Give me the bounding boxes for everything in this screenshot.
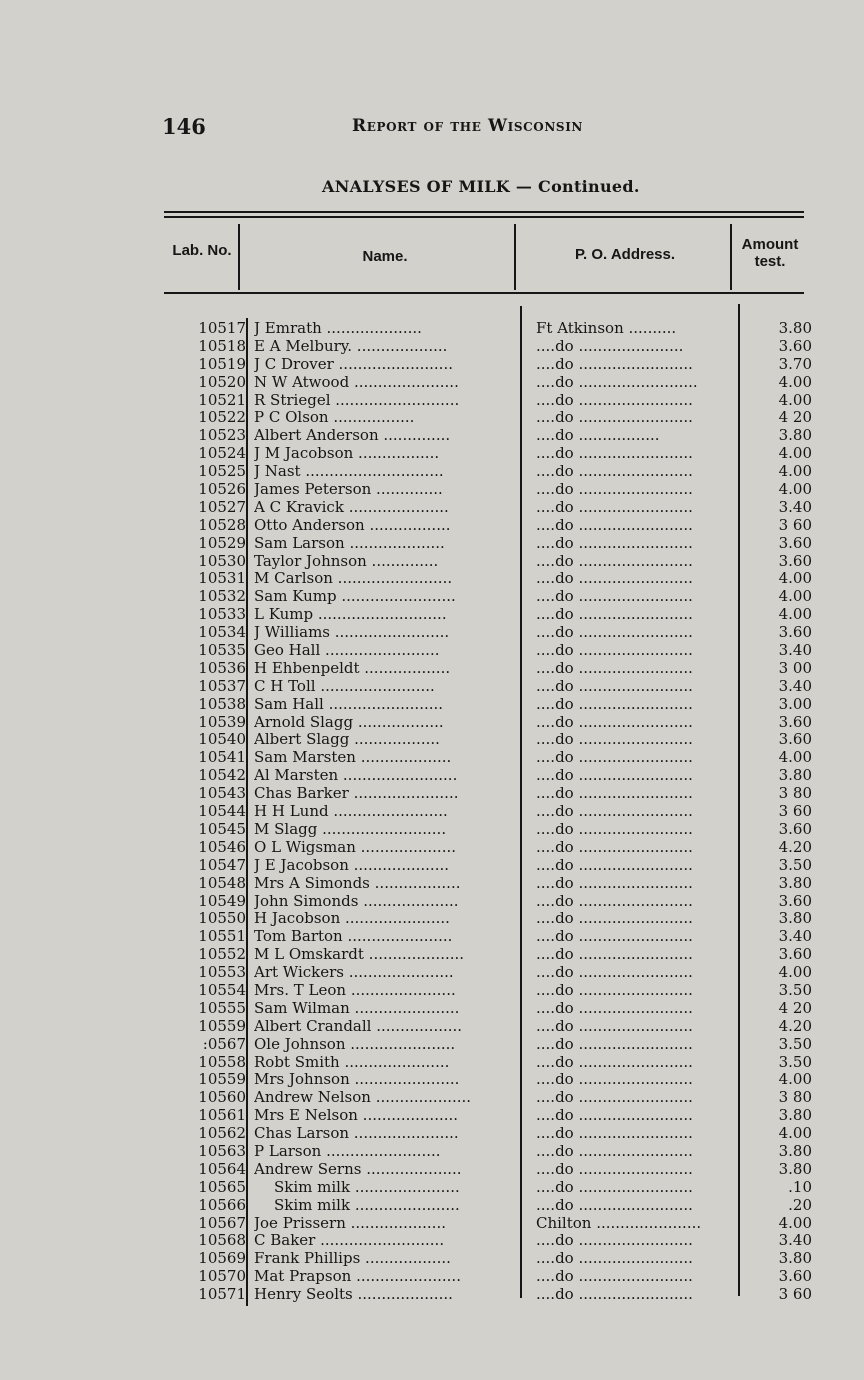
name-cell: J Williams ........................: [254, 624, 450, 642]
column-header-address: P. O. Address.: [574, 246, 676, 263]
amount-test-cell: 3.60: [778, 819, 812, 838]
table-row: [164, 1125, 836, 1143]
table-row: [164, 660, 836, 678]
address-cell: ....do ........................: [536, 445, 693, 463]
page-header: [162, 114, 802, 138]
address-cell: ....do ........................: [536, 463, 693, 481]
table-row: [164, 821, 836, 839]
table-row: [164, 893, 836, 911]
table-row: [164, 392, 836, 410]
address-cell: ....do ........................: [536, 570, 693, 588]
amount-test-cell: 4.00: [778, 569, 812, 588]
name-cell: Albert Slagg ..................: [254, 731, 440, 749]
amount-test-cell: 3.40: [778, 641, 812, 660]
address-cell: ....do ........................: [536, 498, 693, 516]
name-cell: Albert Anderson ..............: [254, 427, 451, 445]
name-cell: J Nast .............................: [254, 463, 444, 481]
amount-test-cell: 3 60: [778, 1285, 812, 1304]
name-cell: J C Drover ........................: [254, 355, 453, 373]
amount-test-cell: 3.80: [778, 909, 812, 928]
amount-test-cell: 3.60: [778, 891, 812, 910]
lab-no-cell: :0567: [202, 1034, 246, 1053]
table-row: [164, 696, 836, 714]
milk-analysis-table: [164, 320, 836, 1304]
header-divider: [730, 224, 732, 290]
name-cell: L Kump ...........................: [254, 606, 447, 624]
name-cell: Ole Johnson ......................: [254, 1035, 456, 1053]
table-row: [164, 875, 836, 893]
table-row: [164, 320, 836, 338]
lab-no-cell: 10546: [198, 837, 246, 856]
address-cell: ....do .................: [536, 427, 660, 445]
amount-test-cell: 3.80: [778, 426, 812, 445]
table-row: [164, 553, 836, 571]
lab-no-cell: 10540: [198, 730, 246, 749]
amount-test-cell: 3.50: [778, 855, 812, 874]
table-row: [164, 1215, 836, 1233]
lab-no-cell: 10559: [198, 1016, 246, 1035]
lab-no-cell: 10525: [198, 462, 246, 481]
amount-test-cell: 3 80: [778, 784, 812, 803]
table-row: [164, 857, 836, 875]
address-cell: ....do ........................: [536, 1142, 693, 1160]
name-cell: Sam Hall ........................: [254, 695, 444, 713]
name-cell: Geo Hall ........................: [254, 642, 440, 660]
address-cell: ....do ........................: [536, 713, 693, 731]
address-cell: ....do ........................: [536, 1107, 693, 1125]
table-row: [164, 1089, 836, 1107]
amount-test-cell: 3.50: [778, 980, 812, 999]
name-cell: Henry Seolts ....................: [254, 1286, 453, 1304]
table-row: [164, 409, 836, 427]
name-cell: Taylor Johnson ..............: [254, 552, 439, 570]
table-row: [164, 642, 836, 660]
name-cell: Mrs A Simonds ..................: [254, 874, 461, 892]
lab-no-cell: 10551: [198, 927, 246, 946]
address-cell: ....do ........................: [536, 1160, 693, 1178]
address-cell: ....do ........................: [536, 534, 693, 552]
amount-test-cell: 4.00: [778, 587, 812, 606]
lab-no-cell: 10534: [198, 623, 246, 642]
address-cell: ....do ........................: [536, 355, 693, 373]
top-double-rule-lower: [164, 216, 804, 218]
table-row: [164, 1179, 836, 1197]
table-row: [164, 910, 836, 928]
lab-no-cell: 10518: [198, 336, 246, 355]
lab-no-cell: 10531: [198, 569, 246, 588]
lab-no-cell: 10520: [198, 372, 246, 391]
table-row: [164, 356, 836, 374]
address-cell: ....do ........................: [536, 391, 693, 409]
amount-test-cell: 3 00: [778, 658, 812, 677]
lab-no-cell: 10568: [198, 1231, 246, 1250]
amount-test-cell: 3.40: [778, 1231, 812, 1250]
table-row: [164, 714, 836, 732]
lab-no-cell: 10562: [198, 1124, 246, 1143]
address-cell: ....do ........................: [536, 731, 693, 749]
lab-no-cell: 10522: [198, 408, 246, 427]
lab-no-cell: 10539: [198, 712, 246, 731]
name-cell: R Striegel ..........................: [254, 391, 460, 409]
page-number: 146: [162, 114, 206, 139]
address-cell: ....do ........................: [536, 749, 693, 767]
amount-test-cell: 3.80: [778, 766, 812, 785]
table-row: [164, 570, 836, 588]
lab-no-cell: 10524: [198, 444, 246, 463]
lab-no-cell: 10547: [198, 855, 246, 874]
name-cell: H Ehbenpeldt ..................: [254, 659, 451, 677]
lab-no-cell: 10567: [198, 1213, 246, 1232]
lab-no-cell: 10564: [198, 1159, 246, 1178]
table-row: [164, 749, 836, 767]
name-cell: Chas Barker ......................: [254, 785, 459, 803]
address-cell: ....do ........................: [536, 1125, 693, 1143]
name-cell: Joe Prissern ....................: [254, 1214, 446, 1232]
name-cell: Sam Larson ....................: [254, 534, 445, 552]
name-cell: P Larson ........................: [254, 1142, 441, 1160]
amount-test-cell: 3.80: [778, 1106, 812, 1125]
amount-test-cell: 3.60: [778, 533, 812, 552]
header-divider: [514, 224, 516, 290]
name-cell: Mrs Johnson ......................: [254, 1071, 460, 1089]
table-row: [164, 839, 836, 857]
amount-test-cell: 3.60: [778, 712, 812, 731]
lab-no-cell: 10523: [198, 426, 246, 445]
address-cell: ....do ........................: [536, 606, 693, 624]
name-cell: P C Olson .................: [254, 409, 415, 427]
address-cell: ....do ........................: [536, 677, 693, 695]
address-cell: ....do ........................: [536, 892, 693, 910]
table-row: [164, 1232, 836, 1250]
lab-no-cell: 10529: [198, 533, 246, 552]
lab-no-cell: 10554: [198, 980, 246, 999]
address-cell: Ft Atkinson ..........: [536, 320, 677, 337]
header-bottom-rule: [164, 292, 804, 294]
lab-no-cell: 10517: [198, 319, 246, 337]
lab-no-cell: 10538: [198, 694, 246, 713]
name-cell: Sam Marsten ...................: [254, 749, 452, 767]
name-cell: John Simonds ....................: [254, 892, 459, 910]
name-cell: Arnold Slagg ..................: [254, 713, 444, 731]
amount-test-cell: 4.00: [778, 605, 812, 624]
name-cell: Andrew Serns ....................: [254, 1160, 462, 1178]
table-row: [164, 1000, 836, 1018]
amount-test-cell: 3 80: [778, 1088, 812, 1107]
address-cell: ....do ........................: [536, 516, 693, 534]
lab-no-cell: 10549: [198, 891, 246, 910]
name-cell: J E Jacobson ....................: [254, 856, 450, 874]
lab-no-cell: 10550: [198, 909, 246, 928]
amount-test-cell: 4.20: [778, 837, 812, 856]
lab-no-cell: 10553: [198, 963, 246, 982]
address-cell: Chilton ......................: [536, 1214, 702, 1232]
amount-test-cell: 4.20: [778, 1016, 812, 1035]
address-cell: ....do ........................: [536, 785, 693, 803]
table-row: [164, 964, 836, 982]
address-cell: ....do ........................: [536, 1017, 693, 1035]
address-cell: ....do ........................: [536, 1053, 693, 1071]
address-cell: ....do ........................: [536, 409, 693, 427]
amount-test-cell: 4.00: [778, 462, 812, 481]
column-header-name: Name.: [362, 248, 408, 265]
name-cell: Chas Larson ......................: [254, 1125, 459, 1143]
table-row: [164, 338, 836, 356]
amount-test-cell: 4 20: [778, 408, 812, 427]
name-cell: Skim milk ......................: [274, 1196, 460, 1214]
lab-no-cell: 10558: [198, 1052, 246, 1071]
address-cell: ....do ........................: [536, 588, 693, 606]
table-row: [164, 1054, 836, 1072]
table-row: [164, 1250, 836, 1268]
name-cell: Otto Anderson .................: [254, 516, 451, 534]
table-row: [164, 445, 836, 463]
top-double-rule-upper: [164, 211, 804, 213]
address-cell: ....do ........................: [536, 624, 693, 642]
amount-test-cell: 4.00: [778, 1070, 812, 1089]
address-cell: ....do ........................: [536, 874, 693, 892]
table-row: [164, 1197, 836, 1215]
name-cell: Mat Prapson ......................: [254, 1268, 461, 1286]
amount-test-cell: 3 60: [778, 515, 812, 534]
table-row: [164, 535, 836, 553]
lab-no-cell: 10536: [198, 658, 246, 677]
amount-test-cell: 3.80: [778, 1159, 812, 1178]
table-row: [164, 1143, 836, 1161]
name-cell: E A Melbury. ...................: [254, 337, 448, 355]
name-cell: N W Atwood ......................: [254, 373, 459, 391]
address-cell: ....do ........................: [536, 928, 693, 946]
name-cell: M Carlson ........................: [254, 570, 453, 588]
lab-no-cell: 10563: [198, 1141, 246, 1160]
lab-no-cell: 10519: [198, 354, 246, 373]
lab-no-cell: 10560: [198, 1088, 246, 1107]
address-cell: ....do ........................: [536, 946, 693, 964]
name-cell: Tom Barton ......................: [254, 928, 453, 946]
address-cell: ....do ........................: [536, 642, 693, 660]
address-cell: ....do ........................: [536, 1089, 693, 1107]
address-cell: ....do ........................: [536, 981, 693, 999]
header-divider: [238, 224, 240, 290]
lab-no-cell: 10537: [198, 676, 246, 695]
address-cell: ....do ........................: [536, 838, 693, 856]
lab-no-cell: 10544: [198, 802, 246, 821]
name-cell: H H Lund ........................: [254, 803, 448, 821]
table-row: [164, 767, 836, 785]
address-cell: ....do ........................: [536, 695, 693, 713]
address-cell: ....do ........................: [536, 999, 693, 1017]
column-header-lab-no: Lab. No.: [172, 242, 232, 259]
amount-test-cell: 3.60: [778, 1267, 812, 1286]
lab-no-cell: 10521: [198, 390, 246, 409]
name-cell: James Peterson ..............: [254, 481, 443, 499]
lab-no-cell: 10526: [198, 480, 246, 499]
name-cell: M L Omskardt ....................: [254, 946, 465, 964]
name-cell: Robt Smith ......................: [254, 1053, 450, 1071]
lab-no-cell: 10527: [198, 497, 246, 516]
table-row: [164, 1268, 836, 1286]
address-cell: ....do ........................: [536, 820, 693, 838]
table-row: [164, 928, 836, 946]
address-cell: ....do ........................: [536, 659, 693, 677]
lab-no-cell: 10571: [198, 1285, 246, 1304]
name-cell: Albert Crandall ..................: [254, 1017, 463, 1035]
amount-test-cell: 3.80: [778, 319, 812, 337]
table-row: [164, 374, 836, 392]
amount-test-cell: 4.00: [778, 372, 812, 391]
table-row: [164, 1018, 836, 1036]
amount-test-cell: 3.60: [778, 551, 812, 570]
name-cell: Art Wickers ......................: [254, 964, 454, 982]
amount-test-cell: 3.70: [778, 354, 812, 373]
table-row: [164, 803, 836, 821]
table-row: [164, 678, 836, 696]
amount-test-cell: 3.80: [778, 1141, 812, 1160]
lab-no-cell: 10530: [198, 551, 246, 570]
amount-test-cell: 3.40: [778, 927, 812, 946]
address-cell: ....do ........................: [536, 1178, 693, 1196]
running-head: Report of the Wisconsin: [352, 116, 583, 136]
lab-no-cell: 10533: [198, 605, 246, 624]
table-row: [164, 1107, 836, 1125]
address-cell: ....do ........................: [536, 1268, 693, 1286]
amount-test-cell: 4.00: [778, 963, 812, 982]
amount-test-cell: 4 20: [778, 998, 812, 1017]
table-row: [164, 1071, 836, 1089]
address-cell: ....do ........................: [536, 803, 693, 821]
amount-test-cell: 4.00: [778, 748, 812, 767]
table-row: [164, 982, 836, 1000]
lab-no-cell: 10548: [198, 873, 246, 892]
lab-no-cell: 10570: [198, 1267, 246, 1286]
name-cell: Mrs. T Leon ......................: [254, 981, 456, 999]
lab-no-cell: 10566: [198, 1195, 246, 1214]
address-cell: ....do ........................: [536, 964, 693, 982]
lab-no-cell: 10532: [198, 587, 246, 606]
amount-test-cell: 3.60: [778, 730, 812, 749]
amount-test-cell: 3.80: [778, 1249, 812, 1268]
address-cell: ....do ........................: [536, 910, 693, 928]
lab-no-cell: 10542: [198, 766, 246, 785]
lab-no-cell: 10552: [198, 945, 246, 964]
address-cell: ....do ........................: [536, 481, 693, 499]
address-cell: ....do ........................: [536, 767, 693, 785]
table-row: [164, 785, 836, 803]
lab-no-cell: 10565: [198, 1177, 246, 1196]
amount-test-cell: 3.50: [778, 1034, 812, 1053]
amount-test-cell: 3.80: [778, 873, 812, 892]
table-row: [164, 606, 836, 624]
name-cell: H Jacobson ......................: [254, 910, 450, 928]
name-cell: Sam Wilman ......................: [254, 999, 460, 1017]
lab-no-cell: 10545: [198, 819, 246, 838]
amount-test-cell: 3.60: [778, 623, 812, 642]
address-cell: ....do ........................: [536, 552, 693, 570]
amount-test-cell: 3.60: [778, 336, 812, 355]
amount-test-cell: 4.00: [778, 390, 812, 409]
address-cell: ....do ........................: [536, 1286, 693, 1304]
address-cell: ....do ........................: [536, 1250, 693, 1268]
amount-test-cell: 4.00: [778, 444, 812, 463]
name-cell: M Slagg ..........................: [254, 820, 447, 838]
address-cell: ....do .........................: [536, 373, 698, 391]
name-cell: C H Toll ........................: [254, 677, 435, 695]
lab-no-cell: 10528: [198, 515, 246, 534]
table-row: [164, 517, 836, 535]
table-row: [164, 463, 836, 481]
amount-test-cell: .10: [788, 1177, 812, 1196]
name-cell: Sam Kump ........................: [254, 588, 456, 606]
name-cell: Frank Phillips ..................: [254, 1250, 451, 1268]
table-row: [164, 499, 836, 517]
table-title: ANALYSES OF MILK — Continued.: [322, 177, 640, 196]
table-row: [164, 1036, 836, 1054]
amount-test-cell: 4.00: [778, 1124, 812, 1143]
address-cell: ....do ........................: [536, 1035, 693, 1053]
name-cell: C Baker ..........................: [254, 1232, 445, 1250]
table-row: [164, 946, 836, 964]
name-cell: J Emrath ....................: [254, 320, 422, 337]
address-cell: ....do ......................: [536, 337, 684, 355]
amount-test-cell: 3.50: [778, 1052, 812, 1071]
lab-no-cell: 10569: [198, 1249, 246, 1268]
name-cell: O L Wigsman ....................: [254, 838, 457, 856]
address-cell: ....do ........................: [536, 1232, 693, 1250]
table-row: [164, 624, 836, 642]
name-cell: J M Jacobson .................: [254, 445, 440, 463]
address-cell: ....do ........................: [536, 856, 693, 874]
address-cell: ....do ........................: [536, 1071, 693, 1089]
name-cell: Mrs E Nelson ....................: [254, 1107, 459, 1125]
amount-test-cell: 3.40: [778, 497, 812, 516]
amount-test-cell: 3.60: [778, 945, 812, 964]
name-cell: Andrew Nelson ....................: [254, 1089, 472, 1107]
amount-test-cell: .20: [788, 1195, 812, 1214]
name-cell: Al Marsten ........................: [254, 767, 458, 785]
table-row: [164, 1161, 836, 1179]
name-cell: Skim milk ......................: [274, 1178, 460, 1196]
table-row: [164, 731, 836, 749]
lab-no-cell: 10555: [198, 998, 246, 1017]
table-row: [164, 588, 836, 606]
amount-test-cell: 3.00: [778, 694, 812, 713]
amount-test-cell: 3 60: [778, 802, 812, 821]
lab-no-cell: 10541: [198, 748, 246, 767]
amount-test-cell: 4.00: [778, 480, 812, 499]
table-row: [164, 427, 836, 445]
table-row: [164, 1286, 836, 1304]
column-header-amount-test: Amount test.: [741, 236, 799, 270]
lab-no-cell: 10561: [198, 1106, 246, 1125]
table-row: [164, 481, 836, 499]
amount-test-cell: 3.40: [778, 676, 812, 695]
address-cell: ....do ........................: [536, 1196, 693, 1214]
amount-test-cell: 4.00: [778, 1213, 812, 1232]
name-cell: A C Kravick .....................: [254, 498, 449, 516]
lab-no-cell: 10543: [198, 784, 246, 803]
lab-no-cell: 10559: [198, 1070, 246, 1089]
lab-no-cell: 10535: [198, 641, 246, 660]
